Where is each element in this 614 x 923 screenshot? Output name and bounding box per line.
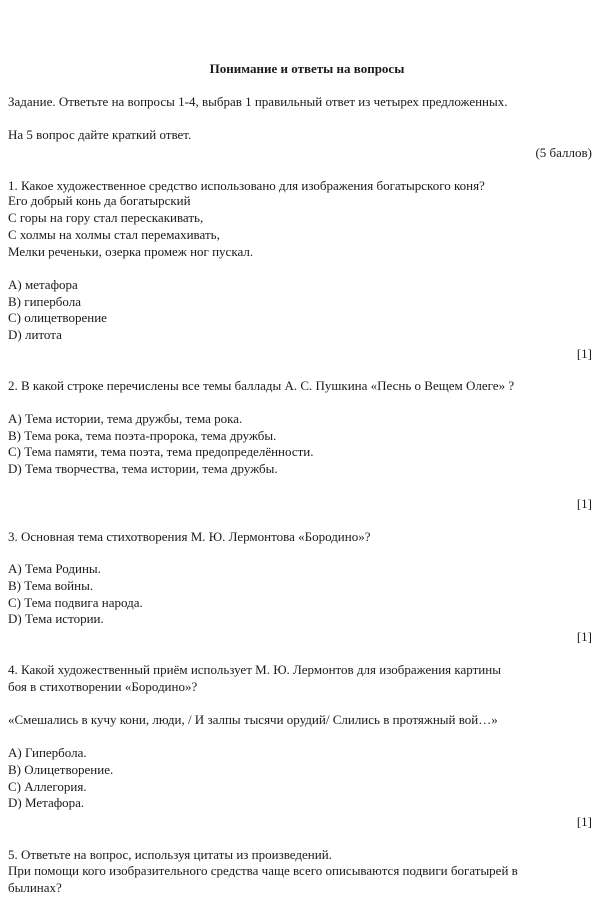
- question-5-text: При помощи кого изобразительного средства чаще всего описываются подвиги богатырей в: [8, 863, 518, 878]
- page-title: Понимание и ответы на вопросы: [209, 61, 405, 76]
- poem-line: С горы на гору стал перескакивать,: [8, 210, 204, 225]
- answer-option: B) Тема войны.: [8, 578, 94, 593]
- answer-option: D) Тема творчества, тема истории, тема дружбы.: [8, 461, 278, 476]
- answer-option: A) Тема Родины.: [8, 561, 101, 576]
- answer-option: B) Олицетворение.: [8, 762, 114, 777]
- question-1: 1. Какое художественное средство использовано для изображения богатырского коня?: [8, 178, 485, 193]
- question-5: 5. Ответьте на вопрос, используя цитаты из произведений.: [8, 847, 332, 862]
- question-4: 4. Какой художественный приём использует М. Ю. Лермонтов для изображения картины: [8, 662, 501, 677]
- question-mark: [1]: [576, 496, 592, 511]
- task-text: Задание. Ответьте на вопросы 1-4, выбрав 1 правильный ответ из четырех предложенных.: [8, 94, 508, 109]
- question-mark: [1]: [576, 814, 592, 829]
- answer-option: B) Тема рока, тема поэта-пророка, тема дружбы.: [8, 428, 277, 443]
- answer-option: C) Аллегория.: [8, 779, 87, 794]
- answer-option: A) Гипербола.: [8, 745, 87, 760]
- question-mark: [1]: [576, 346, 592, 361]
- quote: «Смешались в кучу кони, люди, / И залпы тысячи орудий/ Слились в протяжный вой…»: [8, 712, 498, 727]
- question-5-text-cont: былинах?: [8, 880, 62, 895]
- question-3: 3. Основная тема стихотворения М. Ю. Лермонтова «Бородино»?: [8, 529, 371, 544]
- answer-option: C) Тема памяти, тема поэта, тема предопределённости.: [8, 444, 314, 459]
- points-total: (5 баллов): [535, 145, 592, 160]
- answer-option: A) Тема истории, тема дружбы, тема рока.: [8, 411, 243, 426]
- question-2: 2. В какой строке перечислены все темы баллады А. С. Пушкина «Песнь о Вещем Олеге» ?: [8, 378, 515, 393]
- question-4-cont: боя в стихотворении «Бородино»?: [8, 679, 198, 694]
- answer-option: D) литота: [8, 327, 62, 342]
- poem-line: Мелки реченьки, озерка промеж ног пускал.: [8, 244, 254, 259]
- answer-option: A) метафора: [8, 277, 78, 292]
- task-text-2: На 5 вопрос дайте краткий ответ.: [8, 127, 192, 142]
- answer-option: D) Метафора.: [8, 795, 85, 810]
- question-mark: [1]: [576, 629, 592, 644]
- poem-line: Его добрый конь да богатырский: [8, 193, 191, 208]
- answer-option: C) олицетворение: [8, 310, 107, 325]
- poem-line: С холмы на холмы стал перемахивать,: [8, 227, 220, 242]
- answer-option: C) Тема подвига народа.: [8, 595, 143, 610]
- answer-option: B) гипербола: [8, 294, 81, 309]
- answer-option: D) Тема истории.: [8, 611, 104, 626]
